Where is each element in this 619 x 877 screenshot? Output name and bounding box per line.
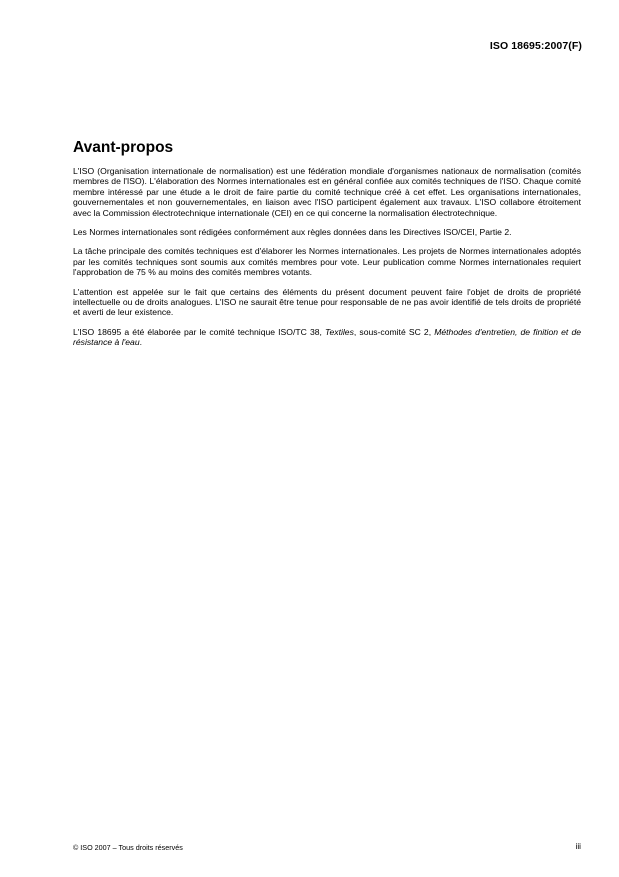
subcommittee-name: Méthodes d'entretien, de finition et de résistance à l'eau (73, 326, 582, 348)
paragraph-iso-organisation: L'ISO (Organisation internationale de normalisation) est une fédération mondiale d'organismes nationaux de normalisation (comités membres de l'ISO). L'élaboration des Normes internationales est en général confiée aux comités techniques de l'ISO. Chaque comité membre intéressé par une étude a le droit de faire partie du comité technique créé à cet effet. Les organisations internationales, gouvernementales et non gouvernementales, en liaison avec l'ISO participent également aux travaux. L'ISO collabore étroitement avec la Commission électrotechnique internationale (CEI) en ce qui concerne la normalisation électrotechnique. (73, 166, 581, 218)
page-title: Avant-propos (73, 139, 174, 156)
closing-period: . (139, 337, 143, 348)
committee-name: Textiles (325, 326, 354, 337)
paragraph-patent-rights: L'attention est appelée sur le fait que certains des éléments du présent document peuvent faire l'objet de droits de propriété intellectuelle ou de droits analogues. L'ISO ne saurait être tenue pour responsable de ne pas avoir identifié de tels droits de propriété et averti de leur existence. (73, 286, 581, 318)
page-number: iii (575, 842, 581, 851)
document-id: ISO 18695:2007(F) (489, 40, 582, 52)
foreword-body (73, 166, 581, 357)
subcommittee-text: , sous-comité SC 2, (353, 326, 432, 337)
footer-copyright: © ISO 2007 – Tous droits réservés (73, 843, 183, 852)
prepared-by-text: L'ISO 18695 a été élaborée par le comité technique ISO/TC 38, (73, 326, 322, 337)
paragraph-prepared-by (73, 327, 581, 348)
paragraph-technical-committees: La tâche principale des comités techniques est d'élaborer les Normes internationales. Les projets de Normes internationales adoptés par les comités techniques sont soumis aux comités membres pour vote. Leur publication comme Normes internationales requiert l'approbation de 75 % au moins des comités membres votants. (73, 246, 581, 278)
paragraph-directives: Les Normes internationales sont rédigées conformément aux règles données dans les Directives ISO/CEI, Partie 2. (73, 227, 512, 238)
